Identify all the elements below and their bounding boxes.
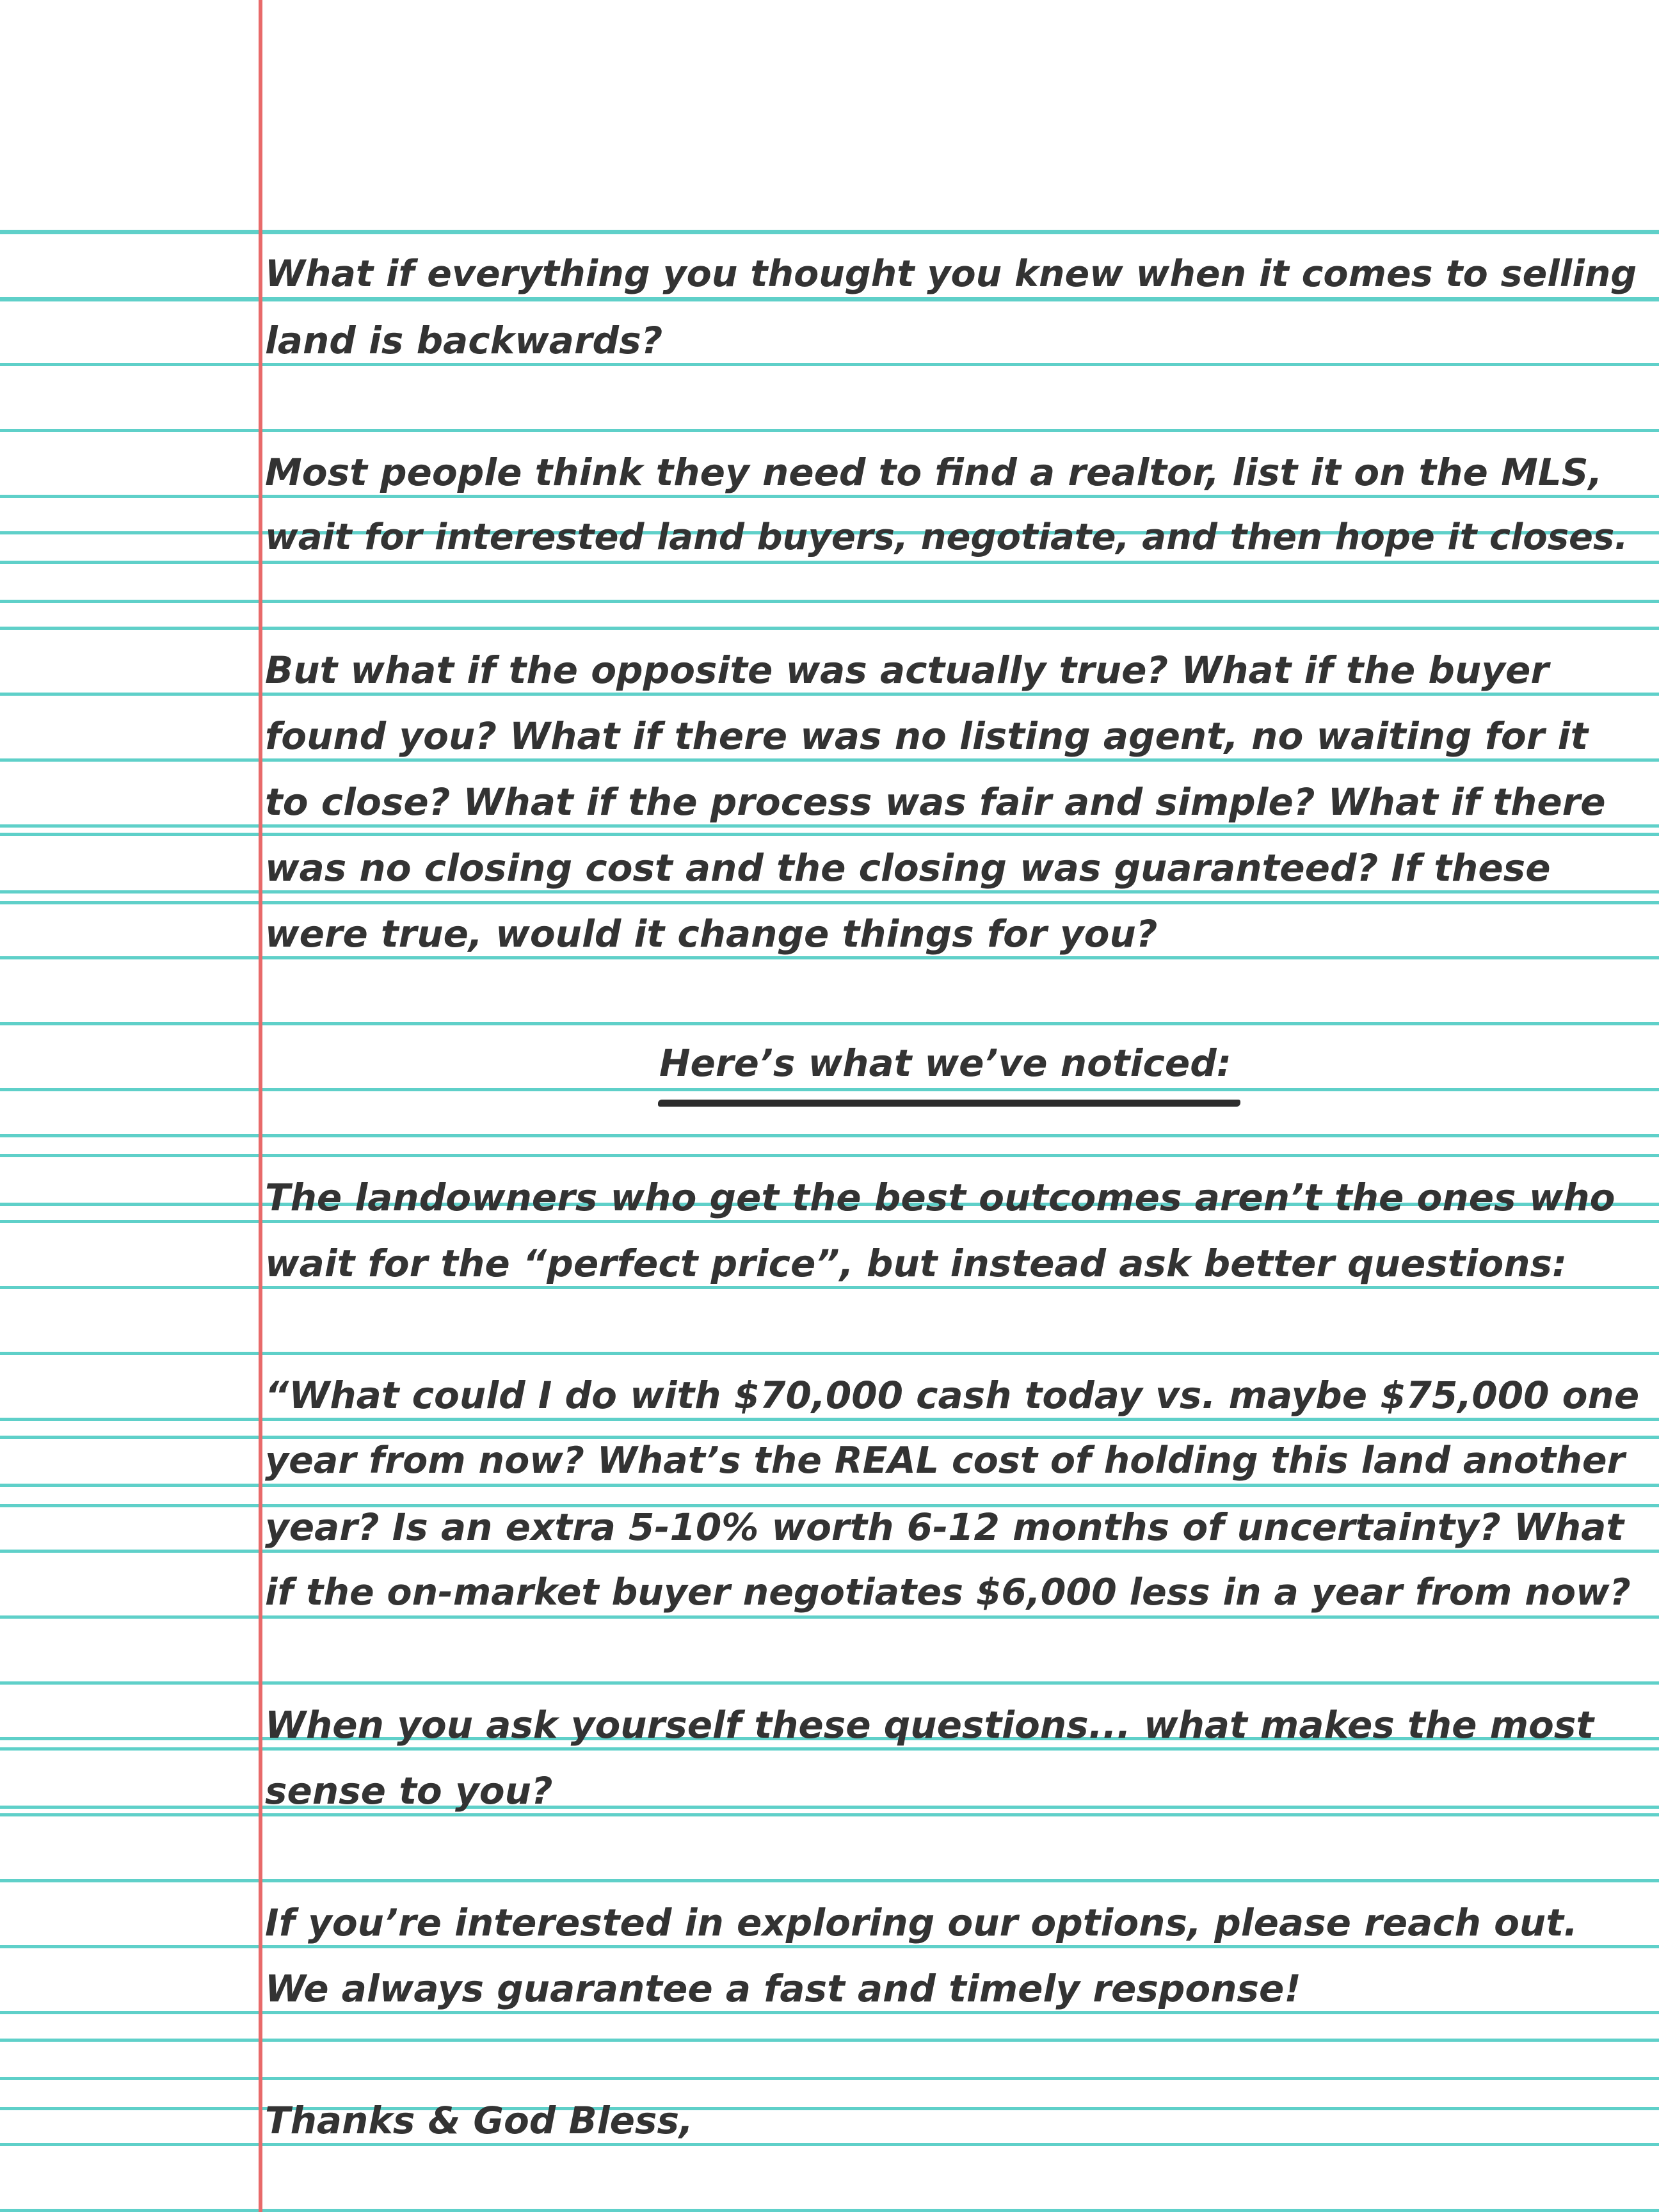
letter-line: The landowners who get the best outcomes aren’t the ones who <box>265 1176 1615 1219</box>
ruled-line <box>0 2209 1659 2212</box>
letter-line: year from now? What’s the REAL cost of holding this land another <box>265 1439 1625 1482</box>
ruled-line <box>0 2011 1659 2014</box>
letter-line: were true, would it change things for you? <box>265 912 1158 956</box>
ruled-line <box>0 363 1659 366</box>
ruled-line <box>0 1615 1659 1619</box>
ruled-line <box>0 1879 1659 1882</box>
letter-line: if the on-market buyer negotiates $6,000 less in a year from now? <box>265 1571 1631 1614</box>
ruled-line <box>0 627 1659 630</box>
ruled-line <box>0 1747 1659 1751</box>
ruled-line <box>0 1022 1659 1025</box>
ruled-line <box>0 1418 1659 1421</box>
ruled-line <box>0 2077 1659 2080</box>
ruled-line <box>0 495 1659 498</box>
ruled-line <box>0 231 1659 234</box>
ruled-line <box>0 956 1659 959</box>
letter-line: wait for interested land buyers, negotiate, and then hope it closes. <box>265 517 1628 558</box>
ruled-line <box>0 1681 1659 1685</box>
section-heading: Here’s what we’ve noticed: <box>659 1041 1231 1085</box>
ruled-line <box>0 1945 1659 1948</box>
letter-line: We always guarantee a fast and timely response! <box>265 1967 1301 2010</box>
ruled-line <box>0 1813 1659 1816</box>
letter-line: Most people think they need to find a realtor, list it on the MLS, <box>265 451 1603 494</box>
letter-line: But what if the opposite was actually true? What if the buyer <box>265 648 1549 692</box>
margin-line <box>259 0 262 2212</box>
letter-line: What if everything you thought you knew when it comes to selling <box>265 253 1637 295</box>
ruled-line <box>0 297 1659 300</box>
ruled-line <box>0 1550 1659 1553</box>
ruled-line <box>0 561 1659 564</box>
ruled-line <box>0 1286 1659 1289</box>
letter-line: wait for the “perfect price”, but instead ask better questions: <box>265 1242 1567 1285</box>
letter-line: land is backwards? <box>265 319 663 362</box>
letter-line: If you’re interested in exploring our options, please reach out. <box>265 1901 1578 1944</box>
letter-line: found you? What if there was no listing agent, no waiting for it <box>265 714 1589 758</box>
letter-line: was no closing cost and the closing was guaranteed? If these <box>265 846 1551 890</box>
ruled-line <box>0 1088 1659 1091</box>
letter-line: year? Is an extra 5-10% worth 6-12 months of uncertainty? What <box>265 1505 1624 1549</box>
ruled-line <box>0 890 1659 894</box>
ruled-line <box>0 1352 1659 1355</box>
ruled-line <box>0 1154 1659 1157</box>
ruled-line <box>0 693 1659 696</box>
sign-off: Thanks & God Bless, <box>265 2099 694 2142</box>
ruled-line <box>0 2143 1659 2146</box>
ruled-line <box>0 429 1659 432</box>
letter-line: “What could I do with $70,000 cash today vs. maybe $75,000 one <box>265 1374 1640 1417</box>
heading-underline <box>658 1100 1240 1107</box>
letter-line: to close? What if the process was fair and simple? What if there <box>265 780 1606 824</box>
letter-line: When you ask yourself these questions... what makes the most <box>265 1703 1594 1747</box>
ruled-line <box>0 758 1659 762</box>
letter-line: sense to you? <box>265 1769 553 1813</box>
ruled-line <box>0 1484 1659 1487</box>
ruled-line <box>0 1220 1659 1223</box>
ruled-line <box>0 824 1659 828</box>
